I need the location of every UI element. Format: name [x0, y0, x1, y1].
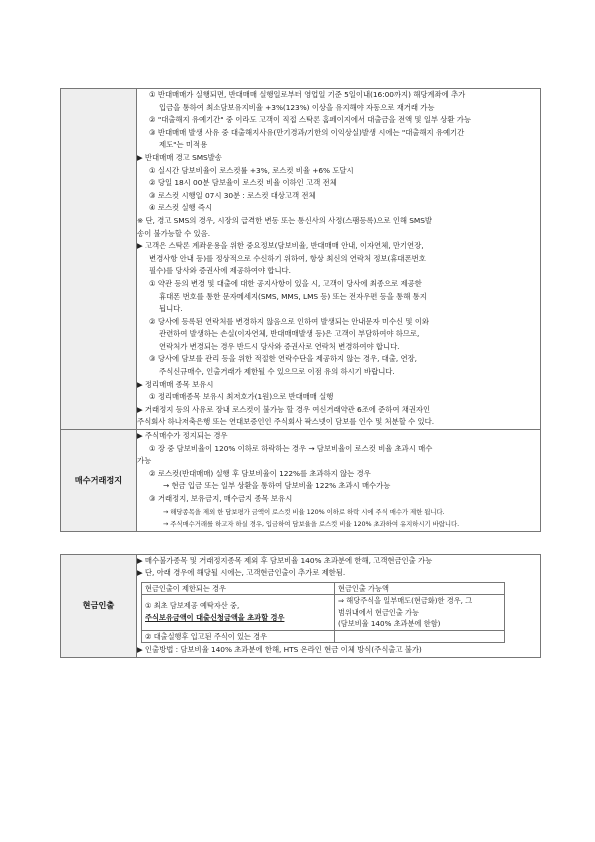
buy-halt-label: 매수거래정지: [61, 430, 137, 532]
restriction-row-1: [142, 595, 505, 631]
document: [60, 88, 540, 658]
text-line: ▶ 반대매매 경고 SMS발송: [137, 152, 222, 162]
text-line: → 해당종목을 제외 한 담보평가 금액이 로스컷 비율 120% 이하로 하락 시에 주식 매수가 제한 됩니다.: [163, 507, 445, 516]
restriction-row2-col2: [335, 630, 505, 643]
text-line: 관련하여 발생하는 손실(이자연체, 반대매매발생 등)은 고객이 부담하여야 하므로,: [159, 329, 420, 339]
text-line: 가능: [137, 456, 152, 466]
restriction-row1-col1: [142, 595, 335, 631]
buy-halt-lines: [137, 430, 540, 531]
restriction-col1-header: 현금인출이 제한되는 경우: [142, 582, 335, 595]
restriction-row2-col1: ② 대출실행후 입고된 주식이 있는 경우: [142, 630, 335, 643]
section-gap: [60, 532, 540, 554]
section-row-top: [61, 89, 541, 430]
restriction-row1-col2: [335, 595, 505, 631]
withdrawal-content-cell: [137, 554, 541, 657]
top-content-cell: [137, 89, 541, 430]
text-line: 휴대폰 번호를 통한 문자메세지(SMS, MMS, LMS 등) 또는 전자우편 등을 통해 통지: [159, 291, 427, 301]
restriction-row1-col2-line2: 범위내에서 현금인출 가능: [338, 607, 419, 617]
text-line: ① 정리매매종목 보유시 최저호가(1원)으로 반대매매 실행: [149, 392, 334, 402]
text-line: ▶ 고객은 스탁론 계좌운용을 위한 중요정보(담보비율, 반대매매 안내, 이자연체, 만기연장,: [137, 241, 424, 251]
text-line: 주식회사 하나저축은행 또는 연대보증인인 주식회사 팍스넷이 담보를 인수 및 처분할 수 있다.: [137, 417, 434, 427]
section-row-buy-halt: [61, 430, 541, 532]
text-line: ② 당사에 등록된 연락처를 변경하지 않음으로 인하여 발생되는 안내문자 미수신 및 이와: [149, 316, 429, 326]
text-line: ※ 단, 경고 SMS의 경우, 시장의 급격한 변동 또는 통신사의 사정(스팸등록)으로 인해 SMS발: [137, 215, 432, 225]
text-line: 연락처가 변경되는 경우 반드시 당사와 증권사로 연락처 변경하여야 합니다.: [159, 341, 400, 351]
text-line: 됩니다.: [159, 304, 183, 314]
text-line: → 현금 입금 또는 일부 상환을 통하여 담보비율 122% 초과시 매수가능: [163, 481, 391, 491]
text-line: ② 로스컷(반대매매) 실행 후 담보비율이 122%를 초과하지 않는 경우: [149, 468, 371, 478]
section-withdrawal-table: [60, 554, 541, 658]
text-line: 변경사항 안내 등)를 정상적으로 수신하기 위하여, 항상 최신의 연락처 정보(휴대폰번호: [149, 253, 426, 263]
section-margin-call-table: [60, 88, 541, 532]
restriction-col2-header: 현금인출 가능액: [335, 582, 505, 595]
text-line: ① 약관 등의 변경 및 대출에 대한 공지사항이 있을 시, 고객이 당사에 최종으로 제공한: [149, 278, 422, 288]
text-line: ③ 당사에 담보를 관리 등을 위한 적절한 연락수단을 제공하지 않는 경우, 대출, 연장,: [149, 354, 417, 364]
text-line: 송이 불가능할 수 있음.: [137, 228, 211, 238]
restriction-row1-line2: 주식보유금액이 대출신청금액을 초과할 경우: [145, 612, 285, 622]
text-line: ③ 거래정지, 보유금지, 매수금지 종목 보유시: [149, 494, 293, 503]
text-line: → 주식매수거래를 하고자 하실 경우, 입금하여 담보율을 로스컷 비율 120% 초과하여 유지하시기 바랍니다.: [163, 520, 460, 529]
section-row-withdrawal: [61, 554, 541, 657]
text-line: ③ 로스컷 시행일 07시 30분 : 로스컷 대상고객 전체: [149, 190, 316, 200]
withdrawal-line-2: ▶ 단, 아래 경우에 해당될 시에는, 고객현금인출이 추가로 제한됨.: [137, 568, 346, 578]
text-line: ① 장 중 담보비율이 120% 이하로 하락하는 경우 → 담보비율이 로스컷 비율 초과시 매수: [149, 443, 433, 453]
empty-label-cell: [61, 89, 137, 430]
withdrawal-label: 현금인출: [61, 554, 137, 657]
text-line: ▶ 거래정지 등의 사유로 장내 로스컷이 불가능 할 경우 여신거래약관 6조에 준하여 채권자인: [137, 404, 431, 414]
text-line: ④ 로스컷 실행 즉시: [149, 203, 213, 213]
text-line: 입금을 통하여 최소담보유지비율 +3%(123%) 이상을 유지해야 자동으로 재거래 가능: [159, 102, 435, 112]
top-lines: [137, 89, 540, 429]
restriction-header-row: [142, 582, 505, 595]
text-line: 주식신규매수, 인출거래가 제한될 수 있으므로 이점 유의 하시기 바랍니다.: [159, 367, 395, 377]
text-line: ② "대출해지 유예기간" 중 이라도 고객이 직접 스탁론 홈페이지에서 대출금을 전액 및 일부 상환 가능: [149, 115, 471, 125]
text-line: ③ 반대매매 발생 사유 중 대출해지사유(만기경과/기한의 이익상실)발생 시에는 "대출해지 유예기간: [149, 127, 465, 137]
restriction-row1-col2-line1: ⇒ 해당주식을 일부매도(현금화)한 경우, 그: [338, 596, 473, 606]
restriction-row1-col2-line3: (담보비율 140% 초과분에 한함): [338, 619, 441, 629]
text-line: ② 당일 18시 00분 담보율이 로스컷 비율 이하인 고객 전체: [149, 178, 337, 188]
text-line: ▶ 주식매수가 정지되는 경우: [137, 431, 228, 441]
text-line: ① 반대매매가 실행되면, 반대매매 실행일로부터 영업일 기준 5일이내(16:00까지) 해당계좌에 추가: [149, 90, 466, 99]
withdrawal-restriction-table: [141, 582, 505, 644]
buy-halt-content-cell: [137, 430, 541, 532]
text-line: ▶ 정리매매 종목 보유시: [137, 379, 214, 389]
text-line: ① 실시간 담보비율이 로스컷률 +3%, 로스컷 비율 +6% 도달시: [149, 165, 354, 175]
restriction-row-2: [142, 630, 505, 643]
restriction-row1-line1: ① 최초 담보제공 예탁자산 중,: [145, 601, 240, 611]
withdrawal-line-1: ▶ 매수불가종목 및 거래정지종목 제외 후 담보비율 140% 초과분에 한해, 고객현금인출 가능: [137, 555, 433, 565]
text-line: 제도"는 미적용: [159, 140, 208, 150]
text-line: 필수)를 당사와 증권사에 제공하여야 합니다.: [149, 266, 291, 276]
withdrawal-method-line: ▶ 인출방법 : 담보비율 140% 초과분에 한해, HTS 온라인 현금 이체 방식(주식출고 불가): [137, 645, 422, 655]
